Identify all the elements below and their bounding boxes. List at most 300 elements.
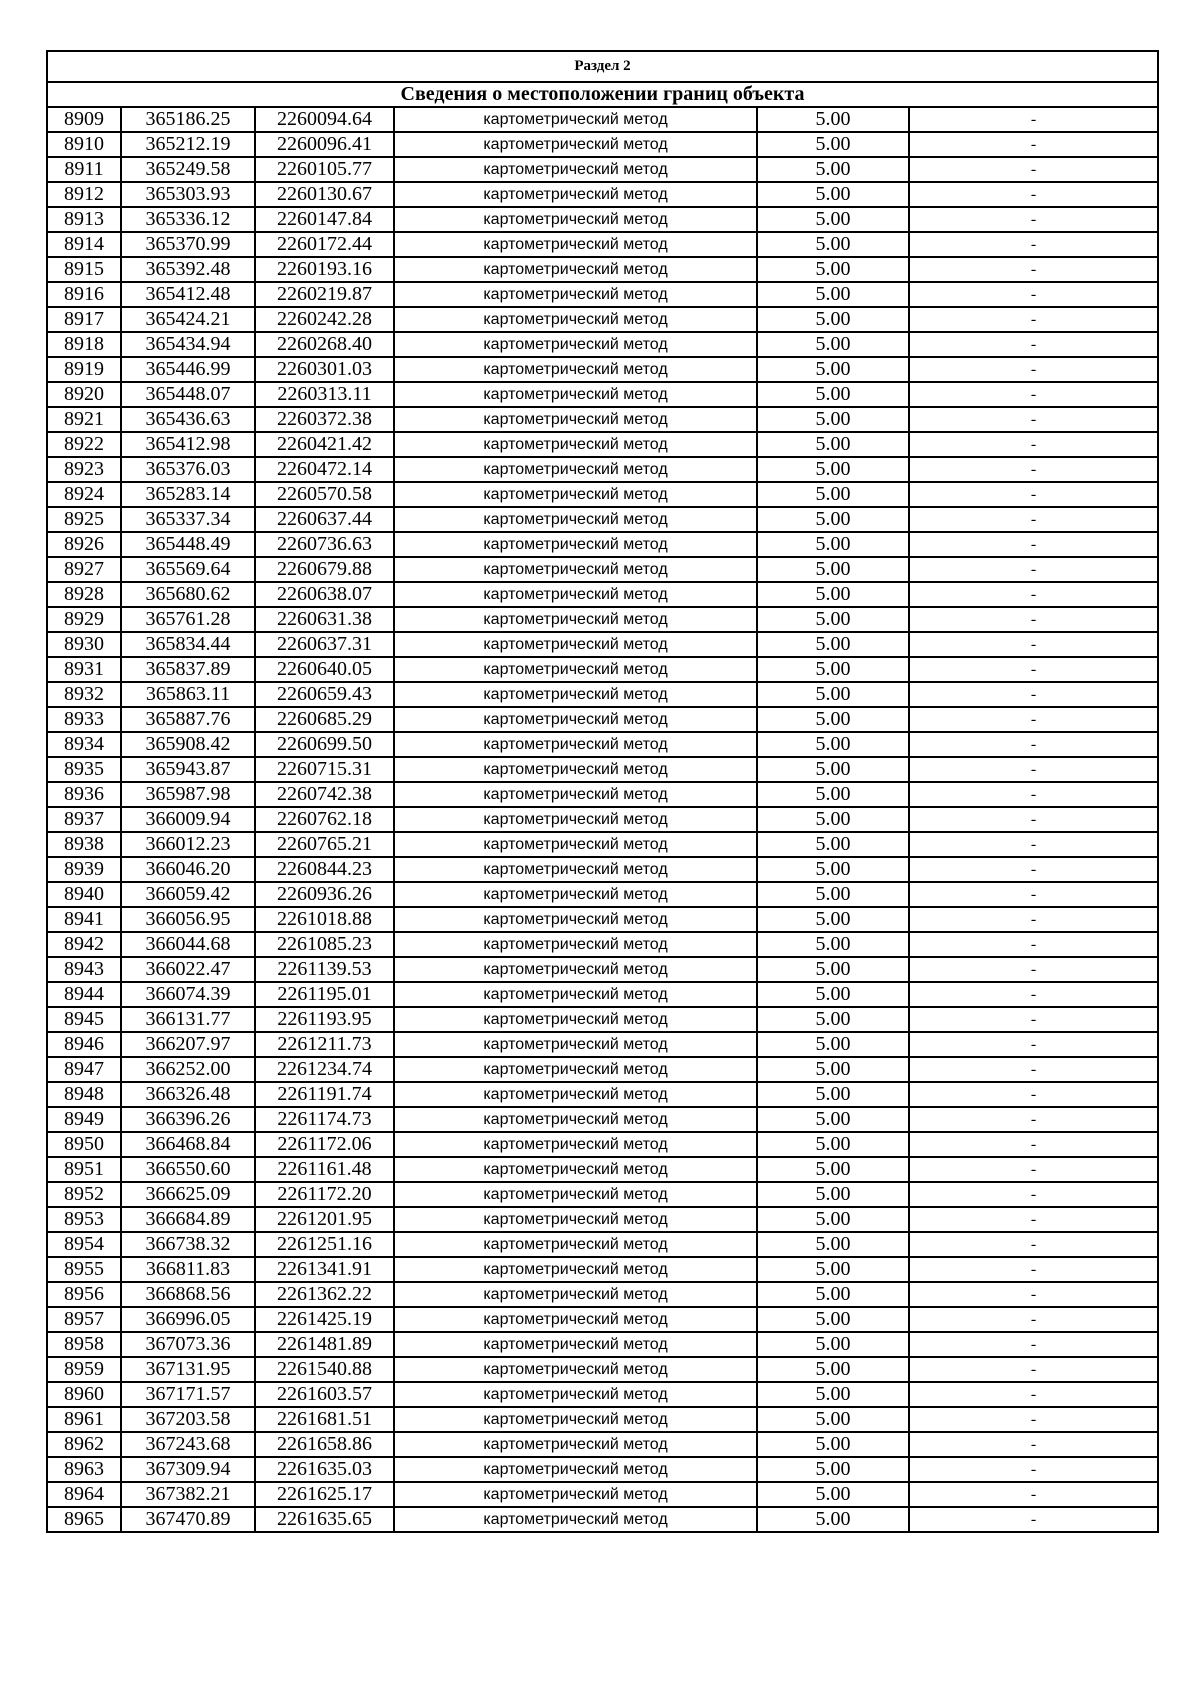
cell-accuracy: 5.00 [757,1032,909,1057]
cell-accuracy: 5.00 [757,907,909,932]
cell-method: картометрический метод [394,407,757,432]
table-row [47,407,1158,432]
cell-note: - [909,157,1158,182]
cell-y: 2261201.95 [255,1207,394,1232]
cell-accuracy: 5.00 [757,1482,909,1507]
cell-x: 366396.26 [121,1107,255,1132]
cell-method: картометрический метод [394,857,757,882]
document-page [46,50,1157,1533]
cell-point: 8934 [47,732,121,757]
cell-x: 366131.77 [121,1007,255,1032]
cell-note: - [909,1132,1158,1157]
cell-method: картометрический метод [394,1057,757,1082]
cell-x: 365448.49 [121,532,255,557]
table-row [47,557,1158,582]
cell-accuracy: 5.00 [757,1057,909,1082]
cell-point: 8922 [47,432,121,457]
cell-y: 2260638.07 [255,582,394,607]
cell-note: - [909,907,1158,932]
table-row [47,632,1158,657]
cell-x: 365943.87 [121,757,255,782]
cell-x: 366207.97 [121,1032,255,1057]
cell-point: 8959 [47,1357,121,1382]
cell-note: - [909,1007,1158,1032]
cell-x: 365448.07 [121,382,255,407]
cell-method: картометрический метод [394,557,757,582]
cell-x: 366044.68 [121,932,255,957]
cell-y: 2260313.11 [255,382,394,407]
cell-method: картометрический метод [394,457,757,482]
cell-x: 365424.21 [121,307,255,332]
cell-x: 365283.14 [121,482,255,507]
cell-point: 8935 [47,757,121,782]
cell-point: 8949 [47,1107,121,1132]
cell-method: картометрический метод [394,982,757,1007]
cell-y: 2260242.28 [255,307,394,332]
cell-y: 2260472.14 [255,457,394,482]
cell-point: 8910 [47,132,121,157]
cell-accuracy: 5.00 [757,1457,909,1482]
cell-method: картометрический метод [394,832,757,857]
cell-x: 365863.11 [121,682,255,707]
cell-y: 2260172.44 [255,232,394,257]
cell-y: 2261193.95 [255,1007,394,1032]
cell-x: 367382.21 [121,1482,255,1507]
cell-note: - [909,1482,1158,1507]
cell-x: 366811.83 [121,1257,255,1282]
table-row [47,782,1158,807]
cell-y: 2261172.06 [255,1132,394,1157]
cell-y: 2261362.22 [255,1282,394,1307]
cell-x: 367073.36 [121,1332,255,1357]
cell-note: - [909,1082,1158,1107]
cell-point: 8921 [47,407,121,432]
cell-accuracy: 5.00 [757,707,909,732]
cell-point: 8926 [47,532,121,557]
cell-point: 8912 [47,182,121,207]
table-body [47,51,1158,1532]
cell-note: - [909,232,1158,257]
cell-accuracy: 5.00 [757,532,909,557]
cell-point: 8944 [47,982,121,1007]
cell-x: 365186.25 [121,107,255,132]
cell-y: 2260631.38 [255,607,394,632]
cell-accuracy: 5.00 [757,757,909,782]
cell-note: - [909,457,1158,482]
cell-x: 365392.48 [121,257,255,282]
cell-note: - [909,1382,1158,1407]
cell-accuracy: 5.00 [757,582,909,607]
cell-x: 366074.39 [121,982,255,1007]
cell-y: 2260147.84 [255,207,394,232]
cell-point: 8937 [47,807,121,832]
cell-accuracy: 5.00 [757,932,909,957]
cell-method: картометрический метод [394,907,757,932]
cell-point: 8918 [47,332,121,357]
table-row [47,1432,1158,1457]
cell-note: - [909,882,1158,907]
cell-note: - [909,1207,1158,1232]
cell-x: 365569.64 [121,557,255,582]
cell-x: 367171.57 [121,1382,255,1407]
cell-accuracy: 5.00 [757,232,909,257]
cell-point: 8943 [47,957,121,982]
cell-point: 8916 [47,282,121,307]
cell-note: - [909,982,1158,1007]
cell-y: 2260219.87 [255,282,394,307]
cell-y: 2261681.51 [255,1407,394,1432]
cell-point: 8953 [47,1207,121,1232]
cell-y: 2260679.88 [255,557,394,582]
cell-point: 8952 [47,1182,121,1207]
cell-accuracy: 5.00 [757,807,909,832]
cell-accuracy: 5.00 [757,432,909,457]
table-row [47,1232,1158,1257]
cell-note: - [909,1432,1158,1457]
table-row [47,1407,1158,1432]
cell-y: 2261139.53 [255,957,394,982]
cell-accuracy: 5.00 [757,157,909,182]
cell-method: картометрический метод [394,332,757,357]
cell-accuracy: 5.00 [757,357,909,382]
cell-accuracy: 5.00 [757,382,909,407]
cell-x: 365336.12 [121,207,255,232]
cell-point: 8941 [47,907,121,932]
cell-y: 2260659.43 [255,682,394,707]
cell-method: картометрический метод [394,757,757,782]
cell-point: 8931 [47,657,121,682]
cell-x: 367203.58 [121,1407,255,1432]
cell-accuracy: 5.00 [757,1307,909,1332]
cell-method: картометрический метод [394,882,757,907]
cell-accuracy: 5.00 [757,607,909,632]
cell-x: 366550.60 [121,1157,255,1182]
cell-x: 366046.20 [121,857,255,882]
cell-point: 8951 [47,1157,121,1182]
cell-note: - [909,407,1158,432]
table-row [47,932,1158,957]
table-row [47,282,1158,307]
table-row [47,182,1158,207]
cell-point: 8963 [47,1457,121,1482]
cell-point: 8915 [47,257,121,282]
cell-point: 8954 [47,1232,121,1257]
cell-point: 8948 [47,1082,121,1107]
cell-point: 8962 [47,1432,121,1457]
cell-accuracy: 5.00 [757,857,909,882]
table-row [47,1107,1158,1132]
cell-accuracy: 5.00 [757,282,909,307]
cell-point: 8946 [47,1032,121,1057]
cell-method: картометрический метод [394,1332,757,1357]
cell-method: картометрический метод [394,382,757,407]
cell-accuracy: 5.00 [757,457,909,482]
cell-point: 8961 [47,1407,121,1432]
cell-y: 2260765.21 [255,832,394,857]
cell-accuracy: 5.00 [757,332,909,357]
cell-point: 8923 [47,457,121,482]
cell-accuracy: 5.00 [757,207,909,232]
table-row [47,357,1158,382]
cell-method: картометрический метод [394,1082,757,1107]
table-row [47,382,1158,407]
cell-y: 2260699.50 [255,732,394,757]
cell-y: 2261658.86 [255,1432,394,1457]
cell-note: - [909,1257,1158,1282]
cell-point: 8932 [47,682,121,707]
cell-point: 8958 [47,1332,121,1357]
cell-method: картометрический метод [394,1157,757,1182]
cell-y: 2260640.05 [255,657,394,682]
cell-y: 2260268.40 [255,332,394,357]
cell-point: 8956 [47,1282,121,1307]
table-row [47,832,1158,857]
cell-method: картометрический метод [394,107,757,132]
cell-method: картометрический метод [394,282,757,307]
table-row [47,1457,1158,1482]
cell-y: 2261018.88 [255,907,394,932]
cell-method: картометрический метод [394,1107,757,1132]
table-row [47,457,1158,482]
cell-point: 8960 [47,1382,121,1407]
cell-accuracy: 5.00 [757,632,909,657]
cell-method: картометрический метод [394,957,757,982]
cell-y: 2261234.74 [255,1057,394,1082]
cell-accuracy: 5.00 [757,1082,909,1107]
cell-y: 2261161.48 [255,1157,394,1182]
cell-note: - [909,1057,1158,1082]
cell-x: 366996.05 [121,1307,255,1332]
section-header-row [47,51,1158,82]
cell-x: 367470.89 [121,1507,255,1532]
cell-x: 365337.34 [121,507,255,532]
table-row [47,1082,1158,1107]
cell-note: - [909,132,1158,157]
table-row [47,982,1158,1007]
table-row [47,332,1158,357]
cell-point: 8955 [47,1257,121,1282]
cell-method: картометрический метод [394,1457,757,1482]
cell-method: картометрический метод [394,582,757,607]
cell-y: 2260105.77 [255,157,394,182]
cell-x: 365370.99 [121,232,255,257]
boundary-table [46,50,1159,1533]
cell-x: 366009.94 [121,807,255,832]
cell-accuracy: 5.00 [757,482,909,507]
table-row [47,1132,1158,1157]
cell-x: 365834.44 [121,632,255,657]
cell-x: 365436.63 [121,407,255,432]
cell-method: картометрический метод [394,307,757,332]
cell-note: - [909,532,1158,557]
cell-point: 8940 [47,882,121,907]
cell-accuracy: 5.00 [757,1207,909,1232]
table-row [47,657,1158,682]
cell-method: картометрический метод [394,482,757,507]
cell-accuracy: 5.00 [757,782,909,807]
cell-x: 366326.48 [121,1082,255,1107]
cell-point: 8911 [47,157,121,182]
cell-note: - [909,1107,1158,1132]
cell-x: 367309.94 [121,1457,255,1482]
cell-method: картометрический метод [394,182,757,207]
cell-point: 8928 [47,582,121,607]
cell-note: - [909,207,1158,232]
cell-method: картометрический метод [394,532,757,557]
cell-y: 2261425.19 [255,1307,394,1332]
cell-method: картометрический метод [394,1032,757,1057]
cell-y: 2261635.65 [255,1507,394,1532]
cell-x: 365987.98 [121,782,255,807]
table-row [47,1507,1158,1532]
cell-accuracy: 5.00 [757,1257,909,1282]
cell-note: - [909,582,1158,607]
cell-method: картометрический метод [394,1282,757,1307]
cell-x: 366868.56 [121,1282,255,1307]
cell-note: - [909,182,1158,207]
cell-note: - [909,1182,1158,1207]
cell-x: 366738.32 [121,1232,255,1257]
cell-point: 8924 [47,482,121,507]
table-row [47,132,1158,157]
cell-note: - [909,682,1158,707]
cell-accuracy: 5.00 [757,182,909,207]
cell-x: 367131.95 [121,1357,255,1382]
cell-note: - [909,432,1158,457]
cell-x: 367243.68 [121,1432,255,1457]
table-row [47,1332,1158,1357]
cell-x: 366012.23 [121,832,255,857]
cell-note: - [909,807,1158,832]
table-row [47,157,1158,182]
cell-method: картометрический метод [394,1382,757,1407]
cell-y: 2261174.73 [255,1107,394,1132]
cell-method: картометрический метод [394,632,757,657]
table-row [47,107,1158,132]
cell-note: - [909,1157,1158,1182]
cell-accuracy: 5.00 [757,407,909,432]
cell-note: - [909,1282,1158,1307]
cell-method: картометрический метод [394,1432,757,1457]
cell-y: 2260936.26 [255,882,394,907]
cell-note: - [909,657,1158,682]
cell-x: 366625.09 [121,1182,255,1207]
cell-method: картометрический метод [394,1407,757,1432]
cell-x: 366022.47 [121,957,255,982]
cell-method: картометрический метод [394,1507,757,1532]
table-row [47,732,1158,757]
table-row [47,532,1158,557]
cell-accuracy: 5.00 [757,1382,909,1407]
cell-y: 2260715.31 [255,757,394,782]
cell-note: - [909,332,1158,357]
cell-x: 365887.76 [121,707,255,732]
cell-note: - [909,557,1158,582]
cell-y: 2260130.67 [255,182,394,207]
cell-y: 2260421.42 [255,432,394,457]
table-row [47,307,1158,332]
cell-y: 2261172.20 [255,1182,394,1207]
cell-accuracy: 5.00 [757,1332,909,1357]
cell-x: 365412.48 [121,282,255,307]
cell-point: 8957 [47,1307,121,1332]
table-row [47,1482,1158,1507]
cell-method: картометрический метод [394,357,757,382]
cell-y: 2261603.57 [255,1382,394,1407]
table-row [47,757,1158,782]
cell-method: картометрический метод [394,1257,757,1282]
cell-point: 8929 [47,607,121,632]
table-row [47,607,1158,632]
cell-y: 2260301.03 [255,357,394,382]
cell-accuracy: 5.00 [757,657,909,682]
cell-note: - [909,107,1158,132]
table-row [47,432,1158,457]
cell-method: картометрический метод [394,807,757,832]
cell-y: 2261341.91 [255,1257,394,1282]
cell-method: картометрический метод [394,257,757,282]
cell-y: 2260372.38 [255,407,394,432]
cell-note: - [909,607,1158,632]
cell-method: картометрический метод [394,732,757,757]
cell-method: картометрический метод [394,1182,757,1207]
table-row [47,1032,1158,1057]
table-row [47,232,1158,257]
cell-method: картометрический метод [394,507,757,532]
table-row [47,682,1158,707]
table-row [47,957,1158,982]
cell-accuracy: 5.00 [757,1182,909,1207]
cell-method: картометрический метод [394,207,757,232]
cell-accuracy: 5.00 [757,1507,909,1532]
cell-y: 2261625.17 [255,1482,394,1507]
cell-x: 366059.42 [121,882,255,907]
table-row [47,257,1158,282]
cell-method: картометрический метод [394,1132,757,1157]
cell-note: - [909,1507,1158,1532]
cell-note: - [909,1232,1158,1257]
table-row [47,1157,1158,1182]
cell-method: картометрический метод [394,932,757,957]
cell-x: 366684.89 [121,1207,255,1232]
table-row [47,482,1158,507]
cell-accuracy: 5.00 [757,682,909,707]
cell-method: картометрический метод [394,157,757,182]
cell-note: - [909,632,1158,657]
cell-y: 2261191.74 [255,1082,394,1107]
table-row [47,1357,1158,1382]
cell-point: 8920 [47,382,121,407]
cell-y: 2260094.64 [255,107,394,132]
cell-note: - [909,757,1158,782]
table-row [47,1382,1158,1407]
cell-point: 8964 [47,1482,121,1507]
cell-accuracy: 5.00 [757,1232,909,1257]
cell-accuracy: 5.00 [757,832,909,857]
cell-method: картометрический метод [394,1357,757,1382]
cell-y: 2261195.01 [255,982,394,1007]
table-row [47,1007,1158,1032]
cell-x: 365908.42 [121,732,255,757]
cell-note: - [909,832,1158,857]
cell-y: 2260637.31 [255,632,394,657]
table-row [47,1057,1158,1082]
cell-x: 365761.28 [121,607,255,632]
table-row [47,582,1158,607]
cell-accuracy: 5.00 [757,507,909,532]
cell-x: 365434.94 [121,332,255,357]
cell-accuracy: 5.00 [757,557,909,582]
